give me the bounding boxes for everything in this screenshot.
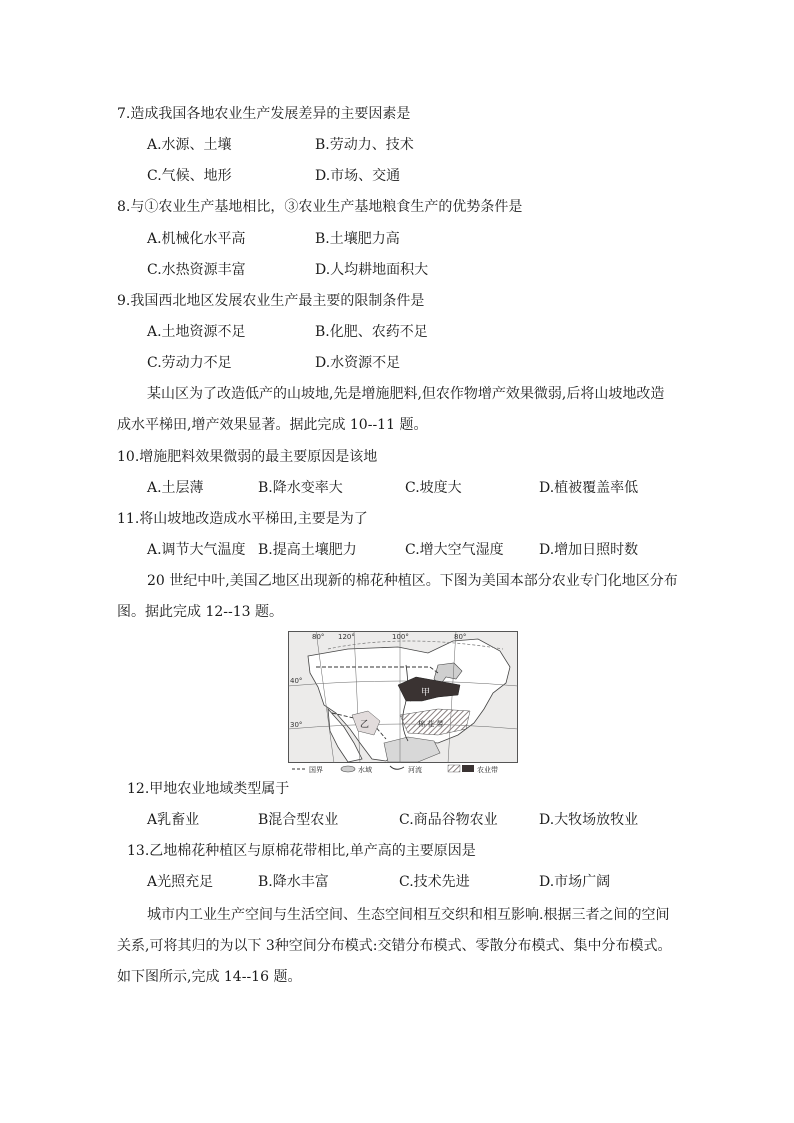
q8-stem: 8.与①农业生产基地相比，③农业生产基地粮食生产的优势条件是 — [117, 199, 523, 215]
region-jia-label: 甲 — [421, 688, 431, 698]
lon-label-2: 120° — [338, 633, 355, 641]
q10-stem: 10.增施肥料效果微弱的最主要原因是该地 — [117, 449, 378, 465]
q10-option-c: C.坡度大 — [405, 480, 462, 496]
q11-option-d: D.增加日照时数 — [539, 542, 639, 558]
q11-option-a: A.调节大气温度 — [147, 542, 246, 558]
lon-label-1: 80° — [312, 633, 325, 641]
passage-2-line-2: 图。据此完成 12--13 题。 — [117, 604, 283, 620]
lat-label-30: 30° — [290, 721, 303, 729]
q8-option-a: A.机械化水平高 — [147, 231, 246, 247]
region-yi-label: 乙 — [360, 720, 370, 730]
q13-option-d: D.市场广阔 — [539, 874, 611, 890]
q9-stem: 9.我国西北地区发展农业生产最主要的限制条件是 — [117, 293, 425, 309]
passage-1-line-2: 成水平梯田,增产效果显著。据此完成 10--11 题。 — [117, 417, 428, 433]
lon-label-4: 80° — [454, 633, 467, 641]
q12-option-c: C.商品谷物农业 — [399, 812, 498, 828]
q10-option-b: B.降水变率大 — [258, 480, 343, 496]
q12-option-a: A乳畜业 — [147, 812, 200, 828]
cotton-belt-label: 棉 花 带 — [418, 720, 444, 728]
legend-river-label: 河流 — [408, 766, 422, 774]
passage-1-line-1: 某山区为了改造低产的山坡地,先是增施肥料,但农作物增产效果微弱,后将山坡地改造 — [147, 386, 665, 402]
legend-agri-dark — [462, 765, 474, 772]
passage-3-line-3: 如下图所示,完成 14--16 题。 — [117, 969, 302, 985]
q7-option-d: D.市场、交通 — [315, 168, 401, 184]
q13-option-c: C.技术先进 — [399, 874, 470, 890]
legend-border-label: 国界 — [309, 766, 323, 774]
q8-option-d: D.人均耕地面积大 — [315, 262, 429, 278]
legend-agri-label: 农业带 — [477, 766, 498, 774]
legend-water-label: 水域 — [358, 766, 372, 774]
q13-option-a: A光照充足 — [147, 874, 214, 890]
lat-label-40: 40° — [290, 677, 303, 685]
q12-option-b: B混合型农业 — [258, 812, 339, 828]
q7-option-c: C.气候、地形 — [147, 168, 232, 184]
passage-3-line-2: 关系,可将其归的为以下 3种空间分布模式:交错分布模式、零散分布模式、集中分布模式。 — [117, 938, 672, 954]
q8-option-b: B.土壤肥力高 — [315, 231, 400, 247]
q7-option-a: A.水源、土壤 — [147, 137, 232, 153]
passage-2-line-1: 20 世纪中叶,美国乙地区出现新的棉花种植区。下图为美国本部分农业专门化地区分布 — [147, 573, 678, 589]
q11-option-c: C.增大空气湿度 — [405, 542, 504, 558]
q9-option-c: C.劳动力不足 — [147, 355, 232, 371]
q11-stem: 11.将山坡地改造成水平梯田,主要是为了 — [117, 511, 368, 527]
q12-option-d: D.大牧场放牧业 — [539, 812, 639, 828]
q9-option-a: A.土地资源不足 — [147, 324, 246, 340]
q10-option-a: A.土层薄 — [147, 480, 204, 496]
q13-option-b: B.降水丰富 — [258, 874, 329, 890]
q10-option-d: D.植被覆盖率低 — [539, 480, 639, 496]
usa-agriculture-map — [288, 631, 518, 774]
q9-option-d: D.水资源不足 — [315, 355, 401, 371]
map-svg — [288, 631, 518, 774]
passage-3-line-1: 城市内工业生产空间与生活空间、生态空间相互交织和相互影响.根据三者之间的空间 — [147, 907, 670, 923]
legend-water-symbol — [341, 766, 355, 772]
lon-label-3: 100° — [392, 633, 409, 641]
legend-agri-hatch — [448, 765, 460, 772]
q8-option-c: C.水热资源丰富 — [147, 262, 246, 278]
legend-river-symbol — [390, 766, 404, 769]
q7-option-b: B.劳动力、技术 — [315, 137, 414, 153]
q13-stem: 13.乙地棉花种植区与原棉花带相比,单产高的主要原因是 — [127, 843, 476, 859]
q7-stem: 7.造成我国各地农业生产发展差异的主要因素是 — [117, 106, 411, 122]
q12-stem: 12.甲地农业地域类型属于 — [127, 781, 290, 797]
q11-option-b: B.提高土壤肥力 — [258, 542, 357, 558]
q9-option-b: B.化肥、农药不足 — [315, 324, 428, 340]
